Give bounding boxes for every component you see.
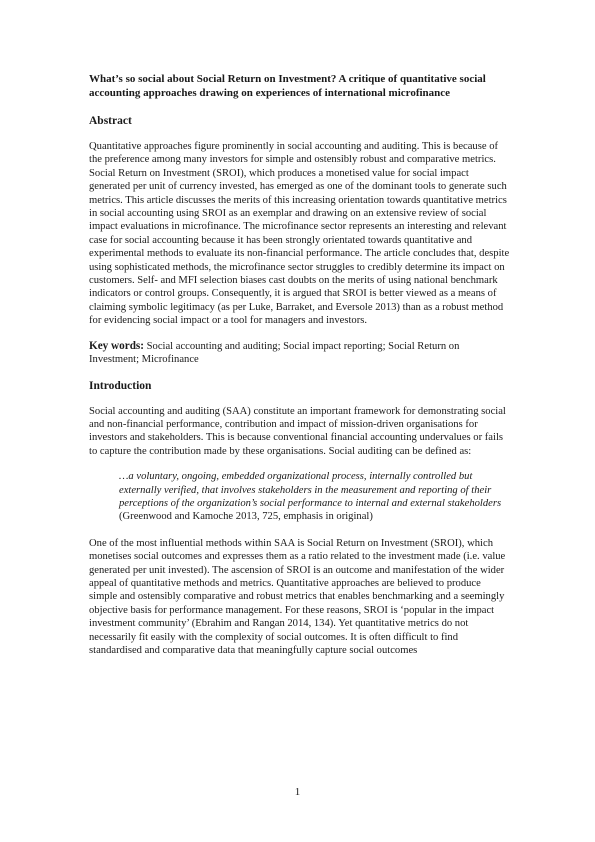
abstract-heading: Abstract — [89, 115, 132, 127]
introduction-paragraph-1: Social accounting and auditing (SAA) constitute an important framework for demonstrating social and non-financial performance, contribution and impact of mission-driven organisations for investors and stakeholders. This is because conventional financial accounting undervalues or fails to capture the contribution made by these organisations. Social auditing can be defined as: — [89, 405, 506, 457]
introduction-heading: Introduction — [89, 379, 152, 392]
block-quote — [119, 470, 510, 524]
page-number: 1 — [294, 786, 301, 798]
keywords-label: Key words: — [89, 339, 144, 352]
block-quote-text: …a voluntary, ongoing, embedded organizational process, internally controlled but externally verified, that involves stakeholders in the measurement and reporting of their perceptions of the organization’s social performance to internal and external stakeholders — [119, 471, 502, 509]
introduction-paragraph-2: One of the most influential methods within SAA is Social Return on Investment (SROI), which monetises social outcomes and expresses them as a ratio related to the investment made (i.e. value generated per unit invested). The ascension of SROI is an outcome and manifestation of the wider appeal of quantitative methods and metrics. Quantitative approaches are believed to produce simple and ostensibly comparative and robust metrics that enables benchmarking and a seemingly objective basis for performance management. For these reasons, SROI is ‘popular in the impact investment community’ (Ebrahim and Rangan 2014, 134). Yet quantitative metrics do not necessarily fit easily with the complexity of social outcomes. It is often difficult to find standardised and comparative data that meaningfully capture social outcomes — [89, 537, 506, 656]
block-quote-citation: (Greenwood and Kamoche 2013, 725, emphasis in original) — [119, 511, 373, 523]
keywords-text: Social accounting and auditing; Social impact reporting; Social Return on Investment; Microfinance — [89, 340, 460, 366]
paper-title: What’s so social about Social Return on Investment? A critique of quantitative social accounting approaches drawing on experiences of international microfinance — [89, 73, 486, 99]
abstract-text: Quantitative approaches figure prominently in social accounting and auditing. This is because of the preference among many investors for simple and ostensibly robust and comparative metrics. Social Return on Investment (SROI), which produces a monetised value for social impact generated per unit of currency invested, has emerged as one of the dominant tools to generate such metrics. This article discusses the merits of this increasing orientation towards quantitative metrics in social accounting using SROI as an exemplar and drawing on an extensive review of social impact evaluations in microfinance. The microfinance sector represents an interesting and relevant case for social accounting because it has been strongly orientated towards quantitative and experimental methods to evaluate its non-financial performance. The article concludes that, despite using sophisticated methods, the microfinance sector struggles to credibly determine its impact on customers. Self- and MFI selection biases cast doubts on the merits of using national benchmark indicators or control groups. Consequently, it is argued that SROI is better viewed as a means of claiming symbolic legitimacy (as per Luke, Barraket, and Eversole 2013) than as a robust method for evidencing social impact or a tool for managers and investors. — [89, 141, 510, 327]
keywords — [89, 340, 510, 367]
page-content — [89, 72, 510, 669]
